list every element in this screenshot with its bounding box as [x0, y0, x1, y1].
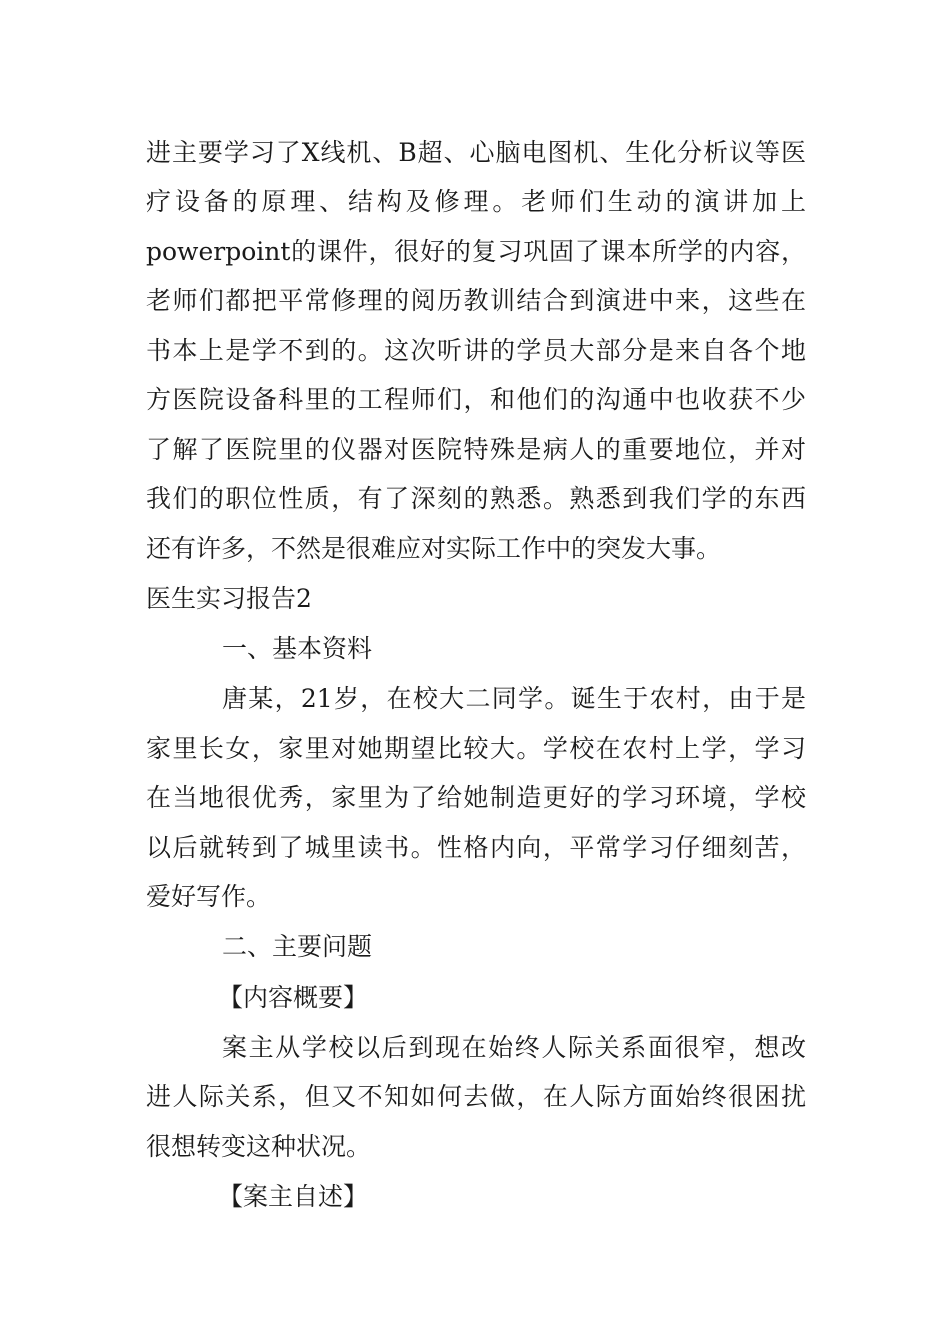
subheading-content-summary: 【内容概要】 [218, 983, 369, 1012]
paragraph-line: 了解了医院里的仪器对医院特殊是病人的重要地位，并对 [146, 435, 806, 464]
section-heading-basic-info: 一、基本资料 [222, 634, 373, 663]
paragraph-line: 以后就转到了城里读书。性格内向，平常学习仔细刻苦， [146, 833, 806, 862]
paragraph-line: 家里长女，家里对她期望比较大。学校在农村上学，学习 [146, 734, 806, 763]
paragraph-line: 老师们都把平常修理的阅历教训结合到演进中来，这些在 [146, 286, 806, 315]
paragraph-line: 还有许多，不然是很难应对实际工作中的突发大事。 [146, 534, 722, 563]
paragraph-line: 在当地很优秀，家里为了给她制造更好的学习环境，学校 [146, 783, 806, 812]
paragraph-line: 方医院设备科里的工程师们，和他们的沟通中也收获不少 [146, 385, 806, 414]
paragraph-line: powerpoint的课件，很好的复习巩固了课本所学的内容， [146, 237, 806, 266]
paragraph-line: 书本上是学不到的。这次听讲的学员大部分是来自各个地 [146, 336, 806, 365]
report-heading: 医生实习报告2 [146, 584, 312, 613]
paragraph-line: 唐某，21岁，在校大二同学。诞生于农村，由于是 [222, 684, 806, 713]
section-heading-main-problem: 二、主要问题 [222, 932, 373, 961]
paragraph-line: 案主从学校以后到现在始终人际关系面很窄，想改 [222, 1033, 806, 1062]
subheading-client-statement: 【案主自述】 [218, 1182, 369, 1211]
paragraph-line: 爱好写作。 [146, 882, 272, 911]
paragraph-line: 进人际关系，但又不知如何去做，在人际方面始终很困扰 [146, 1082, 806, 1111]
paragraph-line: 我们的职位性质，有了深刻的熟悉。熟悉到我们学的东西 [146, 484, 806, 513]
paragraph-line: 进主要学习了X线机、B超、心脑电图机、生化分析议等医 [146, 138, 806, 167]
paragraph-line: 疗设备的原理、结构及修理。老师们生动的演讲加上 [146, 187, 806, 216]
paragraph-line: 很想转变这种状况。 [146, 1132, 372, 1161]
